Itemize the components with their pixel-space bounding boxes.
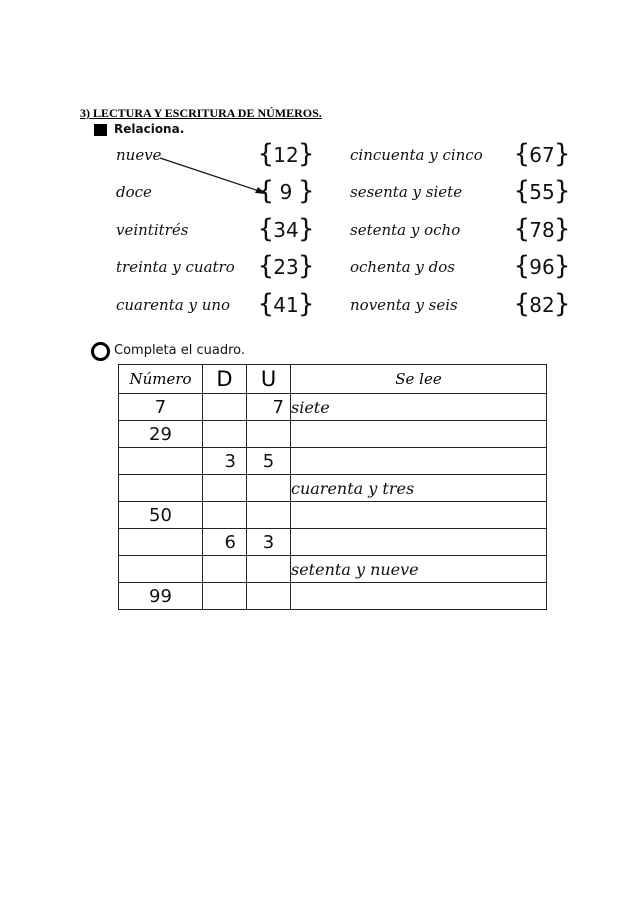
header-numero: Número (119, 365, 203, 394)
cell-u (247, 475, 291, 502)
number-table (118, 364, 547, 610)
left-number: { 9 } (262, 178, 310, 206)
table-header-row (119, 365, 547, 394)
cell-numero: 29 (119, 421, 203, 448)
table-row (119, 421, 547, 448)
right-word: ochenta y dos (350, 258, 455, 276)
cell-numero: 50 (119, 502, 203, 529)
left-word: doce (116, 183, 152, 201)
cell-d (203, 475, 247, 502)
cell-se-lee: cuarenta y tres (291, 475, 547, 502)
cell-d (203, 394, 247, 421)
left-number: { 23 } (262, 253, 310, 281)
right-word: noventa y seis (350, 296, 458, 314)
cell-se-lee (291, 529, 547, 556)
circle-bullet-icon (91, 342, 110, 361)
right-number: { 96 } (518, 253, 566, 281)
left-word: treinta y cuatro (116, 258, 235, 276)
section-heading: 3) LECTURA Y ESCRITURA DE NÚMEROS. (80, 106, 322, 120)
left-number: { 34 } (262, 216, 310, 244)
cell-u (247, 421, 291, 448)
cell-u: 7 (247, 394, 291, 421)
table-row (119, 394, 547, 421)
header-se-lee: Se lee (291, 365, 547, 394)
table-row (119, 448, 547, 475)
cell-se-lee (291, 502, 547, 529)
instruction-relaciona: Relaciona. (114, 122, 185, 136)
cell-numero (119, 556, 203, 583)
cell-d (203, 556, 247, 583)
cell-numero (119, 448, 203, 475)
right-number: { 67 } (518, 141, 566, 169)
right-word: sesenta y siete (350, 183, 463, 201)
right-word: cincuenta y cinco (350, 146, 483, 164)
table-row (119, 475, 547, 502)
cell-se-lee: siete (291, 394, 547, 421)
cell-se-lee (291, 583, 547, 610)
cell-numero (119, 475, 203, 502)
cell-se-lee: setenta y nueve (291, 556, 547, 583)
cell-se-lee (291, 448, 547, 475)
table-row (119, 529, 547, 556)
table-row (119, 556, 547, 583)
cell-d: 3 (203, 448, 247, 475)
table-row (119, 502, 547, 529)
left-number: { 12 } (262, 141, 310, 169)
cell-numero: 7 (119, 394, 203, 421)
cell-d: 6 (203, 529, 247, 556)
left-word: veintitrés (116, 221, 189, 239)
cell-d (203, 421, 247, 448)
cell-u: 3 (247, 529, 291, 556)
cell-d (203, 502, 247, 529)
cell-u (247, 502, 291, 529)
right-word: setenta y ocho (350, 221, 461, 239)
right-number: { 82 } (518, 291, 566, 319)
cell-d (203, 583, 247, 610)
header-d: D (203, 365, 247, 394)
cell-u: 5 (247, 448, 291, 475)
cell-numero (119, 529, 203, 556)
table-row (119, 583, 547, 610)
left-word: nueve (116, 146, 162, 164)
left-word: cuarenta y uno (116, 296, 231, 314)
cell-se-lee (291, 421, 547, 448)
right-number: { 55 } (518, 178, 566, 206)
left-number: { 41 } (262, 291, 310, 319)
right-number: { 78 } (518, 216, 566, 244)
cell-u (247, 583, 291, 610)
header-u: U (247, 365, 291, 394)
cell-numero: 99 (119, 583, 203, 610)
instruction-completa: Completa el cuadro. (114, 343, 246, 358)
cell-u (247, 556, 291, 583)
